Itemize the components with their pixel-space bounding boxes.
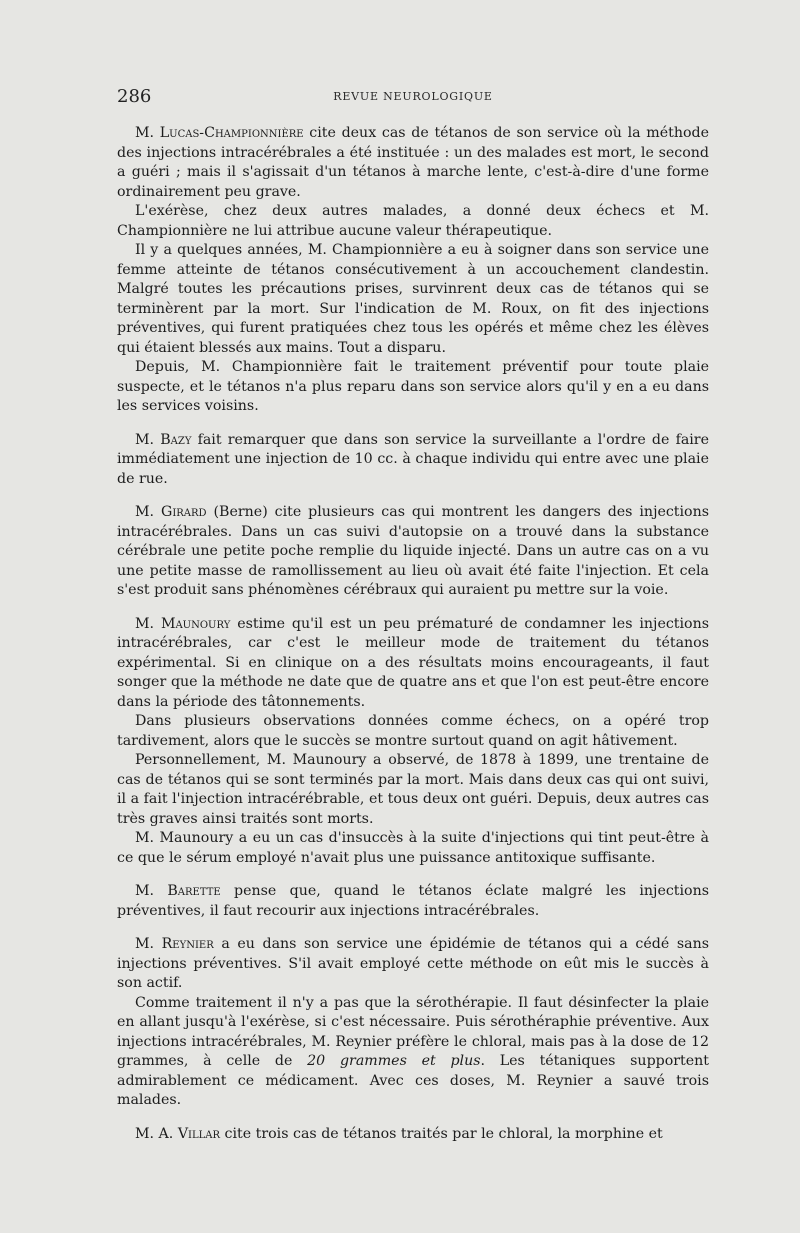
speaker-name: Villar <box>177 1125 221 1142</box>
paragraph: Personnellement, M. Maunoury a observé, de 1878 à 1899, une trentaine de cas de tétanos qui se sont terminés par la mort. Mais dans deux cas qui ont suivi, il a fait l'injection intracérébrable, et tous deux ont guéri. Depuis, deux autres cas très graves ainsi traités sont morts. <box>117 752 709 827</box>
paragraph: M. Barette pense que, quand le tétanos éclate malgré les injections préventives, il faut recourir aux injections intracérébrales. <box>117 883 709 919</box>
paragraph: M. Reynier a eu dans son service une épidémie de tétanos qui a cédé sans injections préventives. S'il avait employé cette méthode on eût mis le succès à son actif. <box>117 936 709 991</box>
paragraph: M. Maunoury estime qu'il est un peu prématuré de condamner les injections intracérébrales, car c'est le meilleur mode de traitement du tétanos expérimental. Si en clinique on a des résultats moins encourageants, il faut songer que la méthode ne date que de quatre ans et que l'on est peut-être encore dans la période des tâtonnements. <box>117 615 709 710</box>
speaker-name: Girard <box>160 504 207 520</box>
paragraph: Dans plusieurs observations données comme échecs, on a opéré trop tardivement, alors que le succès se montre surtout quand on agit hâtivement. <box>117 713 709 749</box>
running-title: REVUE NEUROLOGIQUE <box>333 90 493 103</box>
page-number: 286 <box>117 86 152 107</box>
paragraph: M. Bazy fait remarquer que dans son service la surveillante a l'ordre de faire immédiatement une injection de 10 cc. à chaque individu qui entre avec une plaie de rue. <box>117 431 709 487</box>
speaker-name: Reynier <box>161 936 214 952</box>
italic-phrase: 20 grammes et plus <box>307 1053 481 1069</box>
paragraph: Depuis, M. Championnière fait le traitement préventif pour toute plaie suspecte, et le tétanos n'a plus reparu dans son service alors qu'il y en a eu dans les services voisins. <box>117 359 709 414</box>
paragraph: Comme traitement il n'y a pas que la sérothérapie. Il faut désinfecter la plaie en allant jusqu'à l'exérèse, si c'est nécessaire. Puis sérothéraphie préventive. Aux injections intracérébrales, M. Reynier préfère le chloral, mais pas à la dose de 12 grammes, à celle de 20 grammes et plus. Les tétaniques supportent admirablement ce médicament. Avec ces doses, M. Reynier a sauvé trois malades. <box>117 994 709 1108</box>
page-header <box>117 86 709 108</box>
paragraph: M. Maunoury a eu un cas d'insuccès à la suite d'injections qui tint peut-être à ce que le sérum employé n'avait plus une puissance antitoxique suffisante. <box>117 830 709 866</box>
speaker-name: Bazy <box>160 431 192 448</box>
speaker-name: Lucas-Championnière <box>159 125 304 141</box>
speaker-name: Barette <box>167 883 221 899</box>
paragraph: M. A. Villar cite trois cas de tétanos traités par le chloral, la morphine et <box>135 1125 663 1142</box>
paragraph: Il y a quelques années, M. Championnière a eu à soigner dans son service une femme atteinte de tétanos consécutivement à un accouchement clandestin. Malgré toutes les précautions prises, survinrent deux cas de tétanos qui se terminèrent par la mort. Sur l'indication de M. Roux, on fit des injections préventives, qui furent pratiquées chez tous les opérés et même chez les élèves qui étaient blessés aux mains. Tout a disparu. <box>117 242 709 356</box>
paragraph: L'exérèse, chez deux autres malades, a donné deux échecs et M. Championnière ne lui attribue aucune valeur thérapeutique. <box>117 203 709 239</box>
speaker-name: Maunoury <box>160 615 231 632</box>
paragraph: M. Girard (Berne) cite plusieurs cas qui montrent les dangers des injections intracérébrales. Dans un cas suivi d'autopsie on a trouvé dans la substance cérébrale une petite poche remplie du liquide injecté. Dans un autre cas on a vu une petite masse de ramollissement au lieu où avait été faite l'injection. Et cela s'est produit sans phénomènes cérébraux qui auraient pu mettre sur la voie. <box>117 504 710 598</box>
paragraph: M. Lucas-Championnière cite deux cas de tétanos de son service où la méthode des injections intracérébrales a été instituée : un des malades est mort, le second a guéri ; mais il s'agissait d'un tétanos à marche lente, c'est-à-dire d'une forme ordinairement peu grave. <box>117 125 710 200</box>
body-text <box>117 124 709 1144</box>
